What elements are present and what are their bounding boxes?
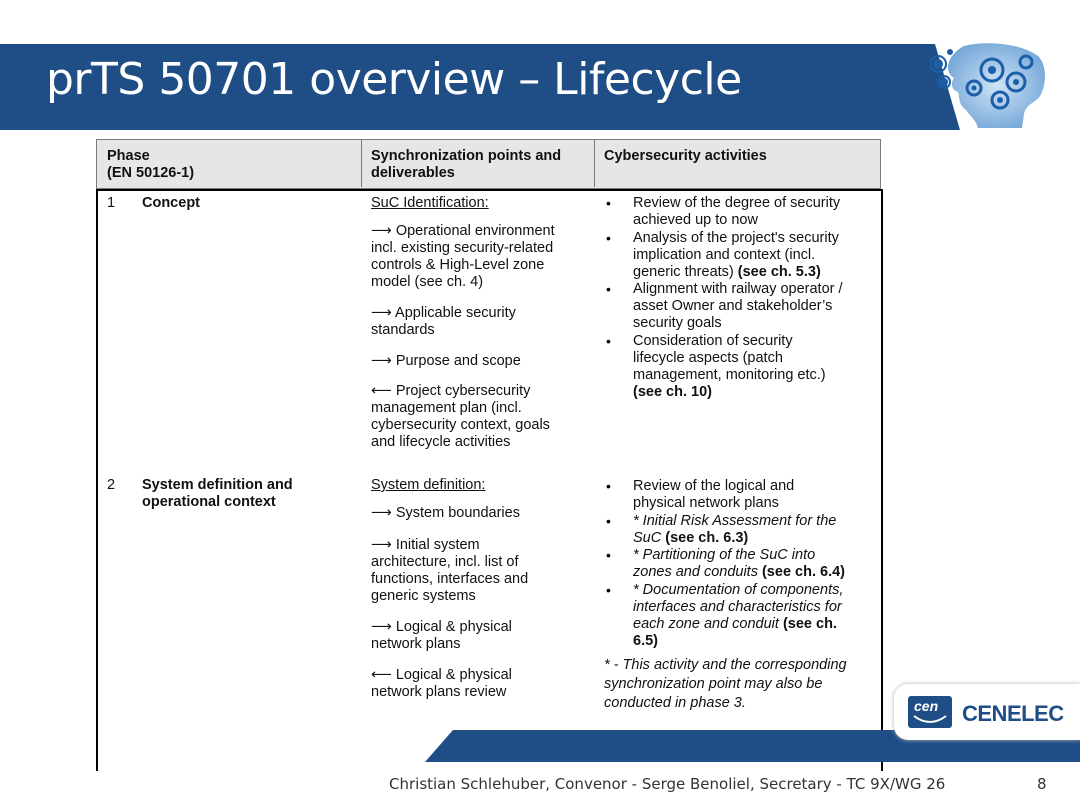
row2-sync-item: ⟶ System boundaries bbox=[371, 505, 520, 521]
arrow-right-icon: ⟶ bbox=[371, 505, 392, 521]
row2-cyber-item: * Documentation of components, interfaces and characteristics for each zone and conduit (see ch. 6.5) bbox=[633, 582, 844, 649]
row1-sync-heading: SuC Identification: bbox=[371, 195, 489, 211]
header-cyber: Cybersecurity activities bbox=[604, 148, 767, 164]
bullet-icon: • bbox=[606, 333, 611, 349]
row1-cyber-item: Analysis of the project's security implication and context (incl. generic threats) (see ch. 5.3) bbox=[633, 230, 839, 280]
arrow-right-icon: ⟶ bbox=[371, 223, 392, 239]
header-divider bbox=[361, 139, 362, 187]
row2-cyber-item: * Initial Risk Assessment for the SuC (see ch. 6.3) bbox=[633, 513, 837, 546]
header-sync: Synchronization points and deliverables bbox=[371, 148, 562, 181]
cenelec-logo-text: CENELEC bbox=[962, 701, 1064, 726]
row1-cyber-item: Review of the degree of security achieved up to now bbox=[633, 195, 841, 228]
row1-cyber-item: Consideration of security lifecycle aspects (patch management, monitoring etc.) (see ch. 10) bbox=[633, 333, 826, 400]
arrow-left-icon: ⟵ bbox=[371, 383, 392, 399]
row2-footnote: * - This activity and the corresponding synchronization point may also be conducted in phase 3. bbox=[604, 657, 847, 711]
arrow-right-icon: ⟶ bbox=[371, 305, 392, 321]
cen-logo-text: cen bbox=[914, 698, 939, 714]
header-phase: Phase (EN 50126-1) bbox=[107, 148, 195, 181]
row1-sync-item: ⟶ Purpose and scope bbox=[371, 353, 521, 369]
bullet-icon: • bbox=[606, 582, 611, 598]
row2-cyber-item: * Partitioning of the SuC into zones and conduits (see ch. 6.4) bbox=[633, 547, 845, 580]
arrow-left-icon: ⟵ bbox=[371, 667, 392, 683]
row1-cyber-item: Alignment with railway operator / asset Owner and stakeholder’s security goals bbox=[633, 281, 843, 331]
slide-title: prTS 50701 overview – Lifecycle bbox=[46, 54, 742, 105]
row2-sync-item: ⟵ Logical & physical network plans review bbox=[371, 667, 512, 700]
bullet-icon: • bbox=[606, 478, 611, 494]
row1-sync-item: ⟶ Applicable security standards bbox=[371, 305, 516, 338]
arrow-right-icon: ⟶ bbox=[371, 537, 392, 553]
arrow-right-icon: ⟶ bbox=[371, 619, 392, 635]
bullet-icon: • bbox=[606, 230, 611, 246]
brain-gears-icon bbox=[930, 42, 1048, 130]
row1-phase: Concept bbox=[142, 195, 200, 211]
bullet-icon: • bbox=[606, 195, 611, 211]
bullet-icon: • bbox=[606, 281, 611, 297]
slide-footer: Christian Schlehuber, Convenor - Serge Benoliel, Secretary - TC 9X/WG 26 bbox=[389, 775, 946, 793]
row1-sync-item: ⟵ Project cybersecurity management plan (incl. cybersecurity context, goals and lifecycle activities bbox=[371, 383, 550, 450]
row2-phase: System definition and operational context bbox=[142, 477, 293, 510]
row2-sync-item: ⟶ Initial system architecture, incl. list of functions, interfaces and generic systems bbox=[371, 537, 529, 604]
page-number: 8 bbox=[1037, 775, 1047, 793]
row1-number: 1 bbox=[107, 195, 116, 211]
row2-cyber-item: Review of the logical and physical network plans bbox=[633, 478, 795, 511]
lifecycle-table bbox=[96, 139, 881, 717]
bullet-icon: • bbox=[606, 547, 611, 563]
row2-sync-item: ⟶ Logical & physical network plans bbox=[371, 619, 512, 652]
cenelec-logo bbox=[894, 684, 1080, 740]
row1-sync-item: ⟶ Operational environment incl. existing security-related controls & High-Level zone model (see ch. 4) bbox=[371, 223, 555, 290]
header-divider bbox=[594, 139, 595, 187]
row2-sync-heading: System definition: bbox=[371, 477, 486, 493]
arrow-right-icon: ⟶ bbox=[371, 353, 392, 369]
bullet-icon: • bbox=[606, 513, 611, 529]
row2-number: 2 bbox=[107, 477, 116, 493]
